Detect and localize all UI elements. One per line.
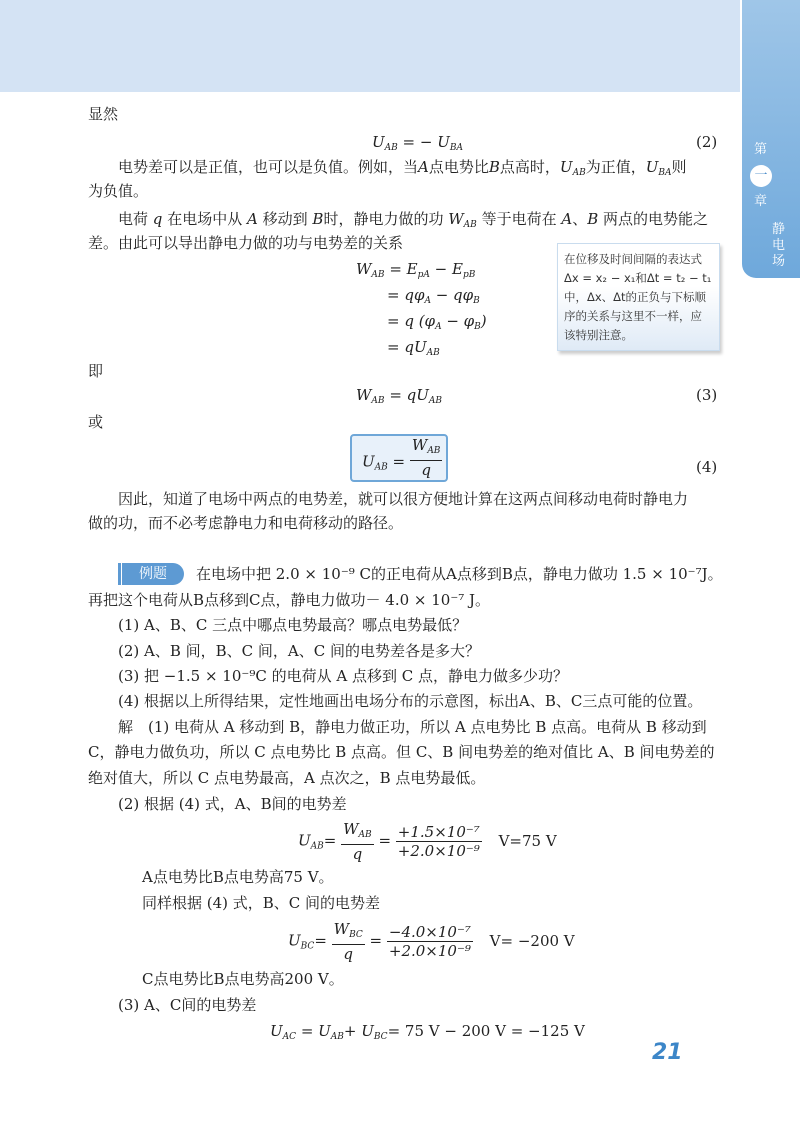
side-note: 在位移及时间间隔的表达式Δx = x₂ − x₁和Δt = t₂ − t₁中，Δx、Δt的正负与下标顺序的关系与这里不一样，应该特别注意。	[557, 243, 720, 351]
solution-line: (2) 根据 (4) 式，A、B间的电势差	[118, 795, 347, 813]
solution-line: C，静电力做负功，所以 C 点电势比 B 点高。但 C、B 间电势差的绝对值比 A、B 间电势差的	[88, 743, 715, 761]
header-band	[0, 0, 740, 92]
question-4: (4) 根据以上所得结果，定性地画出电场分布的示意图，标出A、B、C三点可能的位置。	[118, 692, 703, 710]
solution-line: 解 (1) 电荷从 A 移动到 B，静电力做正功，所以 A 点电势比 B 点高。电荷从 B 移动到	[118, 718, 707, 736]
solution-line: 同样根据 (4) 式，B、C 间的电势差	[142, 894, 381, 912]
question-3: (3) 把 −1.5 × 10⁻⁹C 的电荷从 A 点移到 C 点，静电力做多少功？	[118, 667, 568, 685]
question-1: (1) A、B、C 三点中哪点电势最高？哪点电势最低？	[118, 616, 468, 634]
text-line: 因此，知道了电场中两点的电势差，就可以很方便地计算在这两点间移动电荷时静电力	[118, 490, 689, 508]
example-intro: 再把这个电荷从B点移到C点，静电力做功－ 4.0 × 10⁻⁷ J。	[88, 591, 491, 609]
derivation-line: = $qU_{AB}$	[387, 338, 440, 358]
uab-calculation: $U_{AB}=$ $\frac{W_{AB}}{q}$ = $\frac{\text{+1.5×10⁻⁷}}{\text{+2.0×10⁻⁹}}$ V=75 V	[298, 820, 557, 863]
solution-line: A点电势比B点电势高75 V。	[142, 868, 334, 886]
solution-line: C点电势比B点电势高200 V。	[142, 970, 344, 988]
ubc-calculation: $U_{BC}=$ $\frac{W_{BC}}{q}$ = $\frac{\text{−4.0×10⁻⁷}}{\text{+2.0×10⁻⁹}}$ V= −200 V	[288, 920, 575, 963]
text-line: 差。由此可以导出静电力做的功与电势差的关系	[88, 234, 404, 252]
chapter-title: 静电场	[772, 222, 786, 269]
example-intro: 在电场中把 2.0 × 10⁻⁹ C的正电荷从A点移到B点，静电力做功 1.5 × 10⁻⁷J。	[196, 565, 723, 583]
text-line: 显然	[88, 105, 119, 123]
chapter-label-di: 第	[754, 142, 768, 157]
question-2: (2) A、B 间，B、C 间，A、C 间的电势差各是多大？	[118, 642, 480, 660]
solution-line: 绝对值大，所以 C 点电势最高，A 点次之，B 点电势最低。	[88, 769, 486, 787]
derivation-line: = q $(\varphi_A - \varphi_B)$	[387, 312, 487, 332]
solution-line: (3) A、C间的电势差	[118, 996, 257, 1014]
text-line: 为负值。	[88, 182, 149, 200]
highlighted-formula: $U_{AB}$ = $\frac{W_{AB}}{q}$	[350, 434, 448, 482]
equation-2: $U_{AB}$ = − $U_{BA}$	[372, 133, 463, 153]
text-line: 做的功，而不必考虑静电力和电荷移动的路径。	[88, 514, 404, 532]
text-line: 或	[88, 413, 104, 431]
chapter-label-zhang: 章	[754, 194, 768, 209]
equation-number: (3)	[696, 386, 718, 404]
equation-3: $W_{AB} = qU_{AB}$	[356, 386, 443, 406]
derivation-line: = $q\varphi_A - q\varphi_B$	[387, 286, 480, 306]
text-line: 电荷 q 在电场中从 A 移动到 B时，静电力做的功 $W_{AB}$ 等于电荷在 A、B 两点的电势能之	[118, 210, 709, 230]
page-number: 21	[652, 1040, 683, 1065]
text-line: 电势差可以是正值，也可以是负值。例如，当A点电势比B点高时，$U_{AB}$为正值，$U_{BA}$则	[118, 158, 687, 178]
equation-number: (4)	[696, 458, 718, 476]
derivation-line: $W_{AB} = E_{pA} - E_{pB}$	[356, 260, 476, 280]
chapter-number: 一	[750, 165, 772, 187]
equation-number: (2)	[696, 133, 718, 151]
example-badge: 例题	[122, 563, 184, 585]
text-line: 即	[88, 362, 104, 380]
chapter-tab	[742, 0, 800, 278]
uac-calculation: $U_{AC} = U_{AB}+ U_{BC}= 75$ V − 200 V = −125 V	[270, 1022, 585, 1042]
